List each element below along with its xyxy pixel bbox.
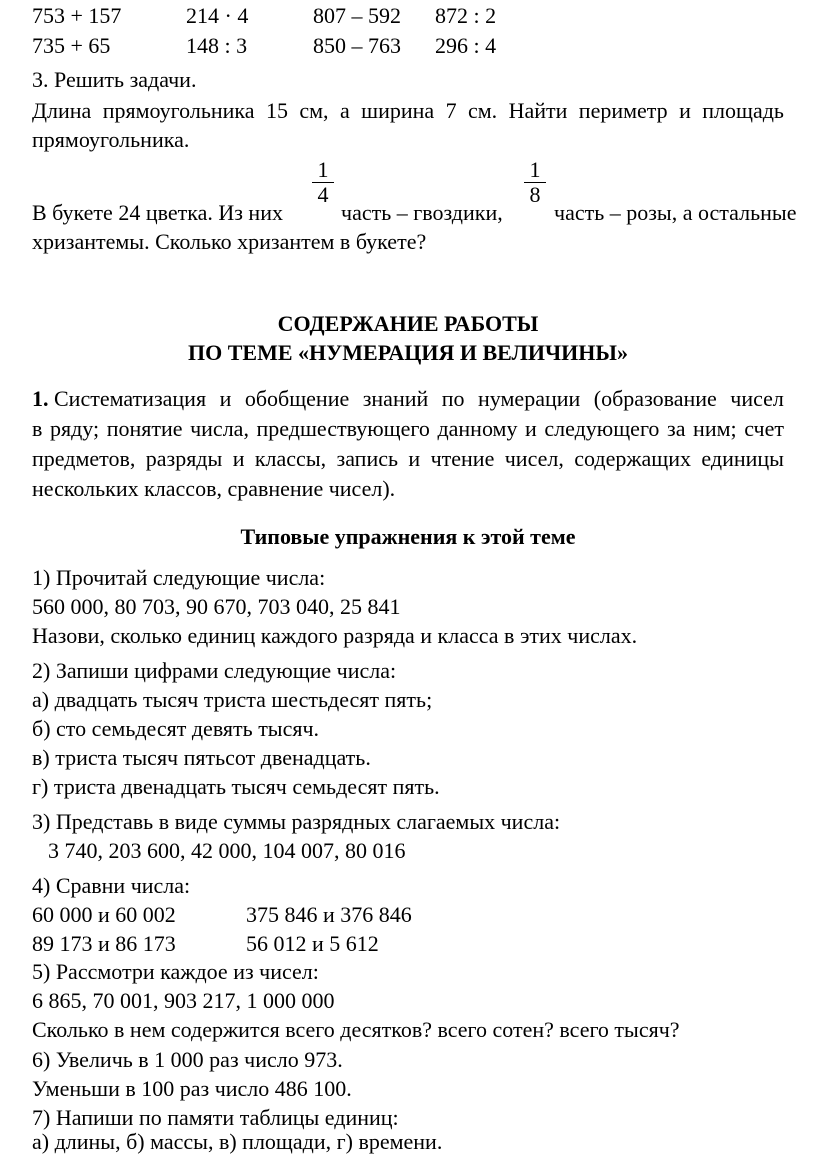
fraction-one-quarter: [312, 158, 334, 207]
word: классы,: [254, 446, 327, 471]
exercise-item: 872 : 2: [435, 3, 497, 28]
ex4-pair-4: 56 012 и 5 612: [246, 931, 379, 956]
section-title-line2: ПО ТЕМЕ «НУМЕРАЦИЯ И ВЕЛИЧИНЫ»: [188, 340, 628, 365]
ex2-item-a: а) двадцать тысяч триста шестьдесят пять;: [32, 687, 433, 712]
word: понятие: [106, 416, 183, 441]
ex5-numbers: 6 865, 70 001, 903 217, 1 000 000: [32, 988, 335, 1013]
word: ним;: [693, 416, 737, 441]
fraction-numerator: 1: [524, 158, 546, 183]
section-item1-line4: нескольких классов, сравнение чисел).: [32, 476, 396, 501]
section-title-line1: СОДЕРЖАНИЕ РАБОТЫ: [277, 311, 539, 336]
ex5-question: Сколько в нем содержится всего десятков? всего сотен? всего тысяч?: [32, 1017, 680, 1042]
word: ряду;: [49, 416, 100, 441]
ex2-item-b: б) сто семьдесят девять тысяч.: [32, 716, 320, 741]
ex1-numbers: 560 000, 80 703, 90 670, 703 040, 25 841: [32, 594, 401, 619]
section-item1-line1: [32, 384, 784, 413]
word: 7: [445, 98, 457, 123]
word: данному: [437, 416, 518, 441]
word: предшествующего: [256, 416, 430, 441]
ex2-item-c: в) триста тысяч пятьсот двенадцать.: [32, 745, 371, 770]
task3-problem1-line2: прямоугольника.: [32, 127, 190, 152]
fraction-one-eighth: [524, 158, 546, 207]
exercise-item: 753 + 157: [32, 3, 122, 28]
word: периметр: [578, 98, 668, 123]
word: см.: [467, 98, 498, 123]
word: Длина: [32, 98, 92, 123]
word: и: [219, 386, 232, 411]
word: разряды: [145, 446, 223, 471]
exercise-item: 735 + 65: [32, 33, 111, 58]
ex4-pair-2: 375 846 и 376 846: [246, 902, 412, 927]
ex4-pair-3: 89 173 и 86 173: [32, 931, 176, 956]
exercise-item: 148 : 3: [186, 33, 248, 58]
task3-problem2-part-b: часть – гвоздики,: [341, 200, 503, 225]
exercise-item: 850 – 763: [313, 33, 401, 58]
fraction-denominator: 4: [317, 182, 329, 207]
ex7-items: а) длины, б) массы, в) площади, г) времени.: [32, 1129, 443, 1154]
word: Найти: [508, 98, 568, 123]
ex1-prompt: 1) Прочитай следующие числа:: [32, 565, 326, 590]
word: и: [232, 446, 245, 471]
ex2-prompt: 2) Запиши цифрами следующие числа:: [32, 658, 397, 683]
word: Систематизация: [54, 386, 207, 411]
ex1-question: Назови, сколько единиц каждого разряда и класса в этих числах.: [32, 623, 638, 648]
word: следующего: [544, 416, 660, 441]
word: 15: [265, 98, 288, 123]
section-item1-line2: [32, 414, 784, 443]
ex7-prompt: 7) Напиши по памяти таблицы единиц:: [32, 1105, 399, 1130]
word: за: [667, 416, 686, 441]
task3-problem2-part-a: В букете 24 цветка. Из них: [32, 200, 283, 225]
word: обобщение: [244, 386, 350, 411]
word: прямоугольника: [102, 98, 255, 123]
word: единицы: [701, 446, 784, 471]
word: числа,: [190, 416, 249, 441]
ex5-prompt: 5) Рассмотри каждое из чисел:: [32, 959, 319, 984]
word: чтение: [430, 446, 495, 471]
ex3-numbers: 3 740, 203 600, 42 000, 104 007, 80 016: [48, 838, 406, 863]
word: (образование: [593, 386, 717, 411]
ex4-pair-1: 60 000 и 60 002: [32, 902, 176, 927]
task3-problem2-part-c: часть – розы, а остальные: [554, 200, 797, 225]
exercise-item: 296 : 4: [435, 33, 497, 58]
word: по: [441, 386, 465, 411]
word: и: [408, 446, 421, 471]
typical-exercises-heading: Типовые упражнения к этой теме: [240, 524, 576, 549]
word: и: [525, 416, 537, 441]
ex6-line-2: Уменьши в 100 раз число 486 100.: [32, 1076, 352, 1101]
word: запись: [336, 446, 399, 471]
task3-heading: 3. Решить задачи.: [32, 67, 197, 92]
exercise-item: 214 · 4: [186, 3, 249, 28]
ex6-line-1: 6) Увеличь в 1 000 раз число 973.: [32, 1047, 343, 1072]
word: в: [32, 416, 43, 441]
task3-problem2-line2: хризантемы. Сколько хризантем в букете?: [32, 229, 427, 254]
section-item1-line3: [32, 444, 784, 473]
ex3-prompt: 3) Представь в виде суммы разрядных слагаемых числа:: [32, 809, 561, 834]
exercise-item: 807 – 592: [313, 3, 401, 28]
item1-number: 1.: [32, 386, 49, 411]
word: площадь: [702, 98, 784, 123]
word: счет: [744, 416, 784, 441]
ex4-prompt: 4) Сравни числа:: [32, 873, 191, 898]
word: чисел,: [504, 446, 564, 471]
word: нумерации: [478, 386, 581, 411]
fraction-denominator: 8: [529, 182, 541, 207]
word: знаний: [362, 386, 429, 411]
word: содержащих: [574, 446, 692, 471]
word: см,: [299, 98, 329, 123]
ex2-item-d: г) триста двенадцать тысяч семьдесят пять.: [32, 774, 440, 799]
fraction-numerator: 1: [312, 158, 334, 183]
word: ширина: [361, 98, 435, 123]
word: и: [679, 98, 691, 123]
word: а: [339, 98, 350, 123]
item-number: [32, 384, 206, 413]
word: чисел: [730, 386, 784, 411]
word: предметов,: [32, 446, 136, 471]
task3-problem1-line1: [32, 96, 784, 125]
